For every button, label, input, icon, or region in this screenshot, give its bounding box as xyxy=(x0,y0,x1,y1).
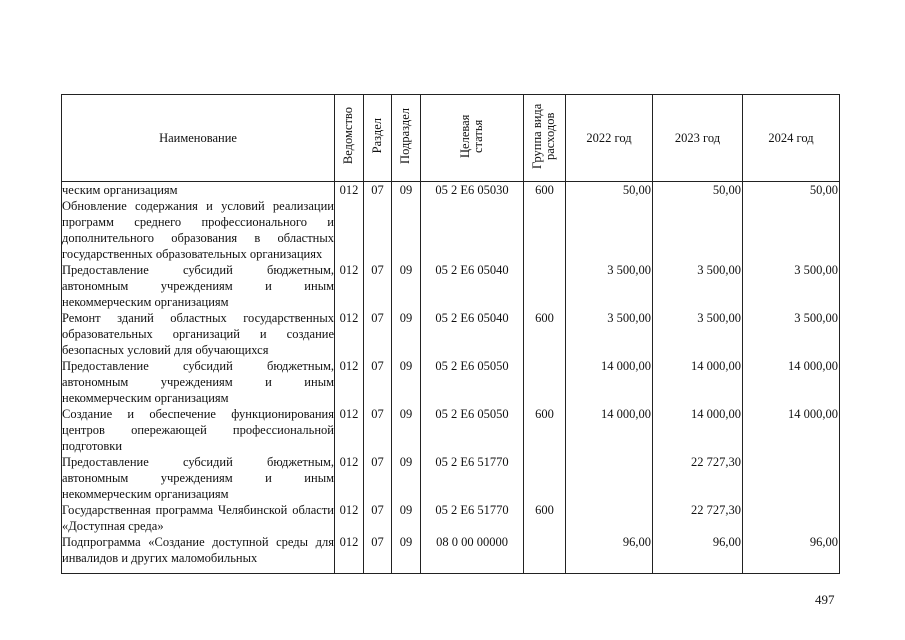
table-cell: 05 2 Е6 51770 xyxy=(435,503,509,517)
table-cell: 05 2 Е6 51770 xyxy=(435,455,509,469)
table-cell: 012 xyxy=(339,503,359,517)
table-cell: 09 xyxy=(399,503,413,517)
table-cell: 05 2 Е6 05050 xyxy=(435,359,509,373)
table-cell: 07 xyxy=(371,183,384,197)
table-cell: 07 xyxy=(371,535,384,549)
header-name: Наименование xyxy=(62,95,335,182)
table-cell: 012 xyxy=(339,407,359,421)
table-cell: 14 000,00 xyxy=(691,359,741,373)
table-cell: 07 xyxy=(371,359,384,373)
table-cell: 14 000,00 xyxy=(691,407,741,421)
table-cell: 96,00 xyxy=(809,535,838,549)
table-cell: 08 0 00 00000 xyxy=(436,535,508,549)
table-cell: 09 xyxy=(399,311,413,325)
table-cell: 96,00 xyxy=(712,535,741,549)
list-item: Создание и обеспечение функционирования центров опережающей профессиональной подготовки xyxy=(62,407,334,453)
list-item: Предоставление субсидий бюджетным, автономным учреждениям и иным некоммерческим организациям xyxy=(62,359,334,405)
header-razdel: Раздел xyxy=(364,95,392,182)
table-cell: 3 500,00 xyxy=(697,311,741,325)
table-cell: 07 xyxy=(371,455,384,469)
table-cell: 600 xyxy=(535,503,554,517)
list-item: Ремонт зданий областных государственных образовательных организаций и создание безопасных условий для обучающихся xyxy=(62,311,334,357)
table-cell: 09 xyxy=(399,183,413,197)
table-cell: 07 xyxy=(371,503,384,517)
table-cell: 3 500,00 xyxy=(697,263,741,277)
table-cell: 14 000,00 xyxy=(788,407,838,421)
table-cell: 22 727,30 xyxy=(691,455,741,469)
table-cell: 50,00 xyxy=(809,183,838,197)
header-2024: 2024 год xyxy=(743,95,840,182)
celevaya-statya-column xyxy=(421,182,524,574)
list-item: Предоставление субсидий бюджетным, автономным учреждениям и иным некоммерческим организациям xyxy=(62,455,334,501)
table-cell: 50,00 xyxy=(622,183,651,197)
table-cell: 07 xyxy=(371,263,384,277)
year-2022-column xyxy=(566,182,653,574)
table-cell: 07 xyxy=(371,407,384,421)
table-cell: 14 000,00 xyxy=(601,359,651,373)
header-2022: 2022 год xyxy=(566,95,653,182)
table-cell: 600 xyxy=(535,311,554,325)
list-item: Подпрограмма «Создание доступной среды для инвалидов и других маломобильных xyxy=(62,535,334,565)
table-cell: 05 2 Е6 05040 xyxy=(435,311,509,325)
table-header-row xyxy=(62,95,840,182)
table-cell: 09 xyxy=(399,359,413,373)
list-item: ческим организациям xyxy=(62,183,178,197)
table-cell: 012 xyxy=(339,311,359,325)
table-cell: 05 2 Е6 05050 xyxy=(435,407,509,421)
table-cell: 14 000,00 xyxy=(788,359,838,373)
table-cell: 012 xyxy=(339,263,359,277)
table-cell: 3 500,00 xyxy=(607,311,651,325)
budget-table xyxy=(61,94,840,574)
table-cell: 09 xyxy=(399,263,413,277)
header-celevaya-statya: Целевая статья xyxy=(421,95,524,182)
table-cell: 012 xyxy=(339,183,359,197)
table-cell: 3 500,00 xyxy=(607,263,651,277)
header-gruppa-vida-rashodov: Группа вида расходов xyxy=(524,95,566,182)
year-2023-column xyxy=(653,182,743,574)
list-item: Государственная программа Челябинской области «Доступная среда» xyxy=(62,503,334,533)
table-cell: 09 xyxy=(399,407,413,421)
list-item: Предоставление субсидий бюджетным, автономным учреждениям и иным некоммерческим организациям xyxy=(62,263,334,309)
table-cell: 012 xyxy=(339,535,359,549)
year-2024-column xyxy=(743,182,840,574)
table-cell: 012 xyxy=(339,455,359,469)
gruppa-vida-rashodov-column xyxy=(524,182,566,574)
podrazdel-column xyxy=(392,182,421,574)
table-cell: 05 2 Е6 05040 xyxy=(435,263,509,277)
table-cell: 09 xyxy=(399,455,413,469)
page-number: 497 xyxy=(815,592,835,607)
table-cell: 05 2 Е6 05030 xyxy=(435,183,509,197)
header-podrazdel: Подраздел xyxy=(392,95,421,182)
table-cell: 07 xyxy=(371,311,384,325)
table-cell: 50,00 xyxy=(712,183,741,197)
vedomstvo-column xyxy=(335,182,364,574)
table-body-row xyxy=(62,182,840,574)
table-cell: 22 727,30 xyxy=(691,503,741,517)
header-2023: 2023 год xyxy=(653,95,743,182)
table-cell: 96,00 xyxy=(622,535,651,549)
razdel-column xyxy=(364,182,392,574)
table-cell: 012 xyxy=(339,359,359,373)
names-column xyxy=(62,182,335,574)
table-cell: 14 000,00 xyxy=(601,407,651,421)
table-cell: 600 xyxy=(535,407,554,421)
table-cell: 3 500,00 xyxy=(794,311,838,325)
header-vedomstvo: Ведомство xyxy=(335,95,364,182)
table-cell: 3 500,00 xyxy=(794,263,838,277)
table-cell: 09 xyxy=(399,535,413,549)
table-cell: 600 xyxy=(535,183,554,197)
list-item: Обновление содержания и условий реализации программ среднего профессионального и дополнительного образования в областных государственных образовательных организациях xyxy=(62,199,334,261)
